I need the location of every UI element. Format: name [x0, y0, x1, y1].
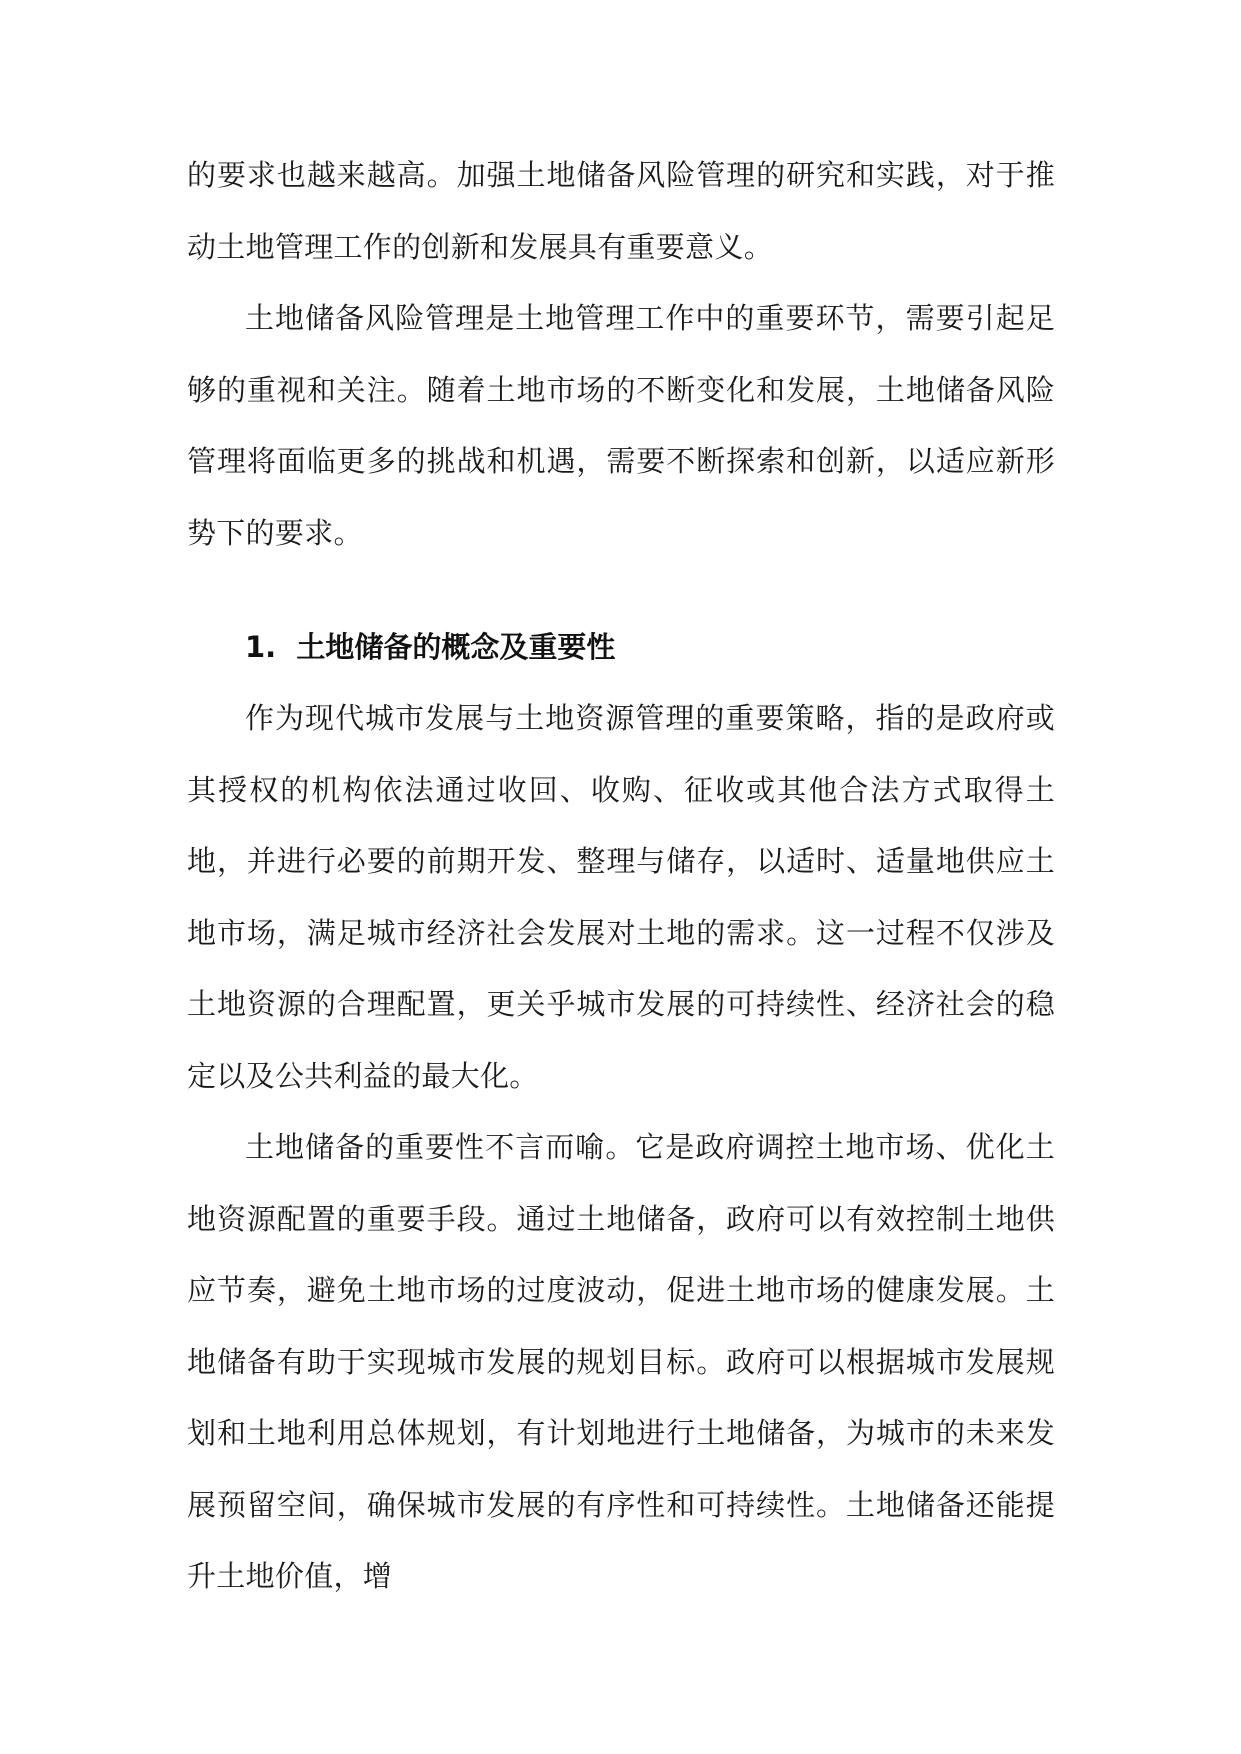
section-heading — [187, 611, 1055, 683]
document-body — [187, 140, 1055, 1613]
paragraph-risk-management: 土地储备风险管理是土地管理工作中的重要环节，需要引起足够的重视和关注。随着土地市场的不断变化和发展，土地储备风险管理将面临更多的挑战和机遇，需要不断探索和创新，以适应新形势下的要求。 — [187, 301, 1055, 550]
paragraph-concept: 作为现代城市发展与土地资源管理的重要策略，指的是政府或其授权的机构依法通过收回、收购、征收或其他合法方式取得土地，并进行必要的前期开发、整理与储存，以适时、适量地供应土地市场，满足城市经济社会发展对土地的需求。这一过程不仅涉及土地资源的合理配置，更关乎城市发展的可持续性、经济社会的稳定以及公共利益的最大化。 — [187, 701, 1055, 1093]
paragraph-importance: 土地储备的重要性不言而喻。它是政府调控土地市场、优化土地资源配置的重要手段。通过土地储备，政府可以有效控制土地供应节奏，避免土地市场的过度波动，促进土地市场的健康发展。土地储备有助于实现城市发展的规划目标。政府可以根据城市发展规划和土地利用总体规划，有计划地进行土地储备，为城市的未来发展预留空间，确保城市发展的有序性和可持续性。土地储备还能提升土地价值，增 — [187, 1130, 1055, 1593]
section-number: 1. — [245, 630, 277, 664]
section-title: 土地储备的概念及重要性 — [296, 630, 616, 664]
paragraph-continuation: 的要求也越来越高。加强土地储备风险管理的研究和实践，对于推动土地管理工作的创新和发展具有重要意义。 — [187, 158, 1055, 264]
